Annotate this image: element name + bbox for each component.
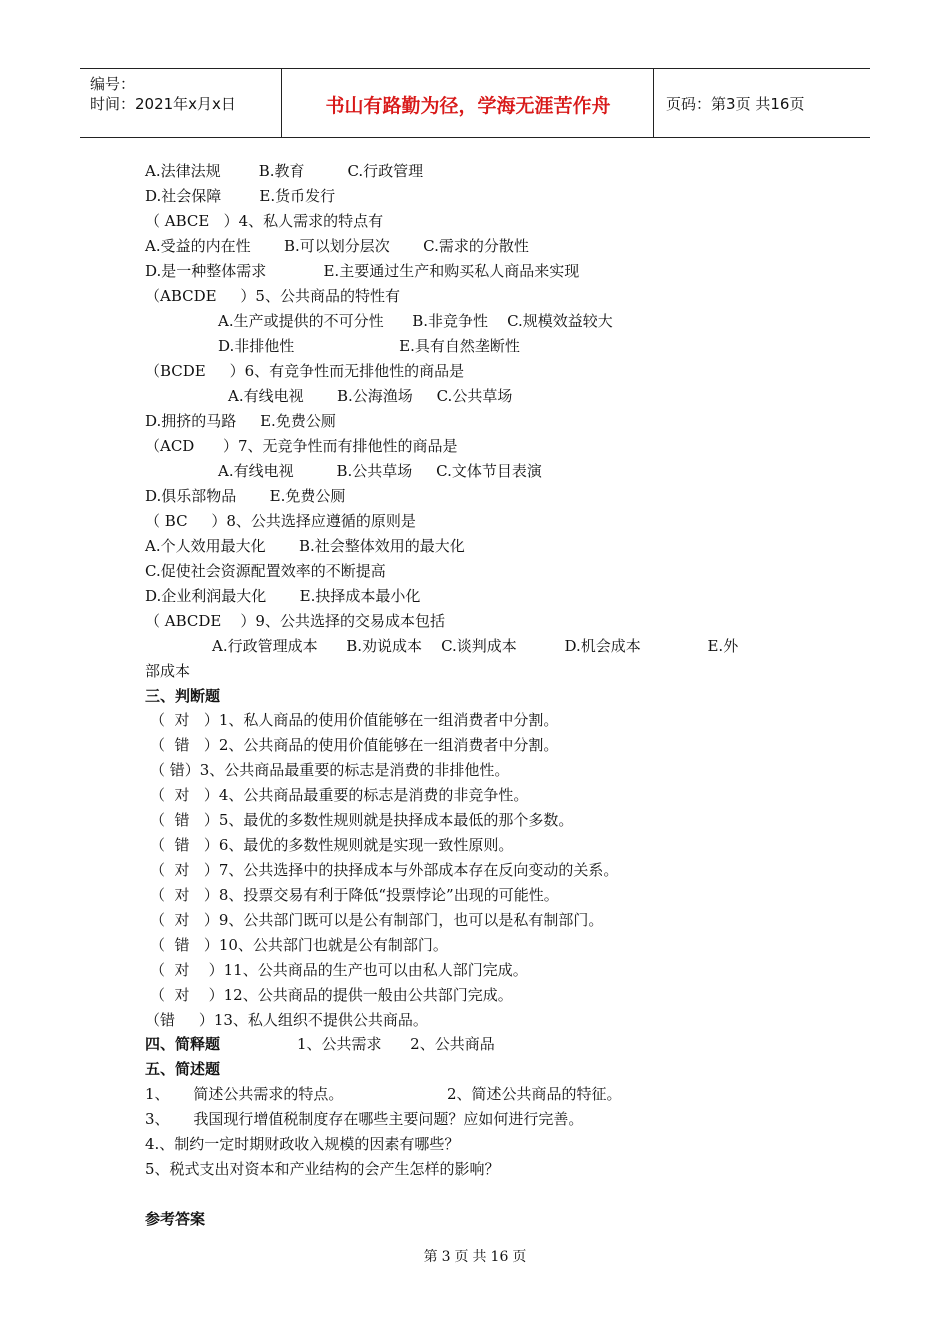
option-line: C.促使社会资源配置效率的不断提高 bbox=[145, 562, 386, 580]
question-line: （BCDE ）6、有竞争性而无排他性的商品是 bbox=[145, 362, 465, 380]
footer-page-total: 16 bbox=[490, 1249, 509, 1265]
judgment-item: （ 对 ）8、投票交易有利于降低“投票悖论”出现的可能性。 bbox=[150, 886, 559, 904]
judgment-item: （错 ）13、私人组织不提供公共商品。 bbox=[145, 1011, 428, 1029]
page-footer bbox=[0, 1246, 950, 1266]
section-heading-brief-explanation: 四、简释题 bbox=[145, 1035, 221, 1053]
option-line: A.受益的内在性 B.可以划分层次 C.需求的分散性 bbox=[145, 237, 529, 255]
page-header bbox=[80, 68, 870, 138]
option-line: A.有线电视 B.公共草场 C.文体节目表演 bbox=[218, 462, 542, 480]
judgment-item: （ 错 ）5、最优的多数性规则就是抉择成本最低的那个多数。 bbox=[150, 811, 574, 829]
question-line: （ BC ）8、公共选择应遵循的原则是 bbox=[145, 512, 416, 530]
option-line: 部成本 bbox=[145, 662, 191, 680]
option-line: D.俱乐部物品 E.免费公厕 bbox=[145, 487, 346, 505]
short-answer-item: 4.、制约一定时期财政收入规模的因素有哪些？ bbox=[145, 1135, 460, 1153]
option-line: D.拥挤的马路 E.免费公厕 bbox=[145, 412, 336, 430]
header-motto: 书山有路勤为径，学海无涯苦作舟 bbox=[325, 95, 611, 117]
header-middle-cell bbox=[282, 69, 654, 137]
date-label: 时间：2021年x月x日 bbox=[90, 95, 236, 113]
judgment-item: （ 错 ）10、公共部门也就是公有制部门。 bbox=[150, 936, 448, 954]
option-line: A.行政管理成本 B.劝说成本 C.谈判成本 D.机会成本 E.外 bbox=[212, 637, 739, 655]
option-line: A.法律法规 B.教育 C.行政管理 bbox=[145, 162, 424, 180]
section-heading-short-answer: 五、简述题 bbox=[145, 1060, 221, 1078]
footer-ye: 页 bbox=[454, 1249, 469, 1265]
short-answer-item: 2、简述公共商品的特征。 bbox=[447, 1085, 622, 1103]
page-mid-label: 页 共 bbox=[735, 95, 771, 113]
question-line: （ACD ）7、无竞争性而有排他性的商品是 bbox=[145, 437, 458, 455]
judgment-item: （ 对 ）12、公共商品的提供一般由公共部门完成。 bbox=[150, 986, 513, 1004]
question-line: （ ABCDE ）9、公共选择的交易成本包括 bbox=[145, 612, 445, 630]
option-line: D.非排他性 E.具有自然垄断性 bbox=[218, 337, 520, 355]
option-line: A.个人效用最大化 B.社会整体效用的最大化 bbox=[145, 537, 465, 555]
serial-number-label: 编号： bbox=[90, 75, 136, 93]
judgment-item: （ 错）3、公共商品最重要的标志是消费的非排他性。 bbox=[150, 761, 510, 779]
short-answer-item: 5、税式支出对资本和产业结构的会产生怎样的影响？ bbox=[145, 1160, 500, 1178]
short-answer-item: 3、 我国现行增值税制度存在哪些主要问题？应如何进行完善。 bbox=[145, 1110, 584, 1128]
option-line: A.有线电视 B.公海渔场 C.公共草场 bbox=[228, 387, 513, 405]
judgment-item: （ 对 ）4、公共商品最重要的标志是消费的非竞争性。 bbox=[150, 786, 529, 804]
option-line: D.是一种整体需求 E.主要通过生产和购买私人商品来实现 bbox=[145, 262, 580, 280]
question-line: （ABCDE ）5、公共商品的特性有 bbox=[145, 287, 400, 305]
header-page-info bbox=[666, 93, 804, 114]
page-label: 页码：第 bbox=[666, 95, 727, 113]
section-heading-judgment: 三、判断题 bbox=[145, 687, 221, 705]
footer-page-number: 3 bbox=[441, 1249, 451, 1265]
reference-answers-heading: 参考答案 bbox=[145, 1210, 206, 1228]
footer-di: 第 bbox=[423, 1249, 438, 1265]
page-total: 16 bbox=[770, 95, 790, 113]
header-left-cell bbox=[80, 69, 282, 137]
judgment-item: （ 对 ）9、公共部门既可以是公有制部门，也可以是私有制部门。 bbox=[150, 911, 604, 929]
judgment-item: （ 对 ）11、公共商品的生产也可以由私人部门完成。 bbox=[150, 961, 528, 979]
judgment-item: （ 对 ）1、私人商品的使用价值能够在一组消费者中分割。 bbox=[150, 711, 559, 729]
question-line: （ ABCE ）4、私人需求的特点有 bbox=[145, 212, 384, 230]
footer-ye2: 页 bbox=[512, 1249, 527, 1265]
page-number: 3 bbox=[726, 95, 736, 113]
header-right-cell bbox=[654, 69, 870, 137]
option-line: A.生产或提供的不可分性 B.非竞争性 C.规模效益较大 bbox=[218, 312, 613, 330]
brief-explanation-items: 1、公共需求 2、公共商品 bbox=[297, 1035, 495, 1053]
judgment-item: （ 错 ）6、最优的多数性规则就是实现一致性原则。 bbox=[150, 836, 514, 854]
page-end-label: 页 bbox=[789, 95, 805, 113]
judgment-item: （ 错 ）2、公共商品的使用价值能够在一组消费者中分割。 bbox=[150, 736, 559, 754]
footer-gong: 共 bbox=[472, 1249, 487, 1265]
judgment-item: （ 对 ）7、公共选择中的抉择成本与外部成本存在反向变动的关系。 bbox=[150, 861, 619, 879]
option-line: D.社会保障 E.货币发行 bbox=[145, 187, 336, 205]
short-answer-item: 1、 简述公共需求的特点。 bbox=[145, 1085, 344, 1103]
option-line: D.企业利润最大化 E.抉择成本最小化 bbox=[145, 587, 421, 605]
